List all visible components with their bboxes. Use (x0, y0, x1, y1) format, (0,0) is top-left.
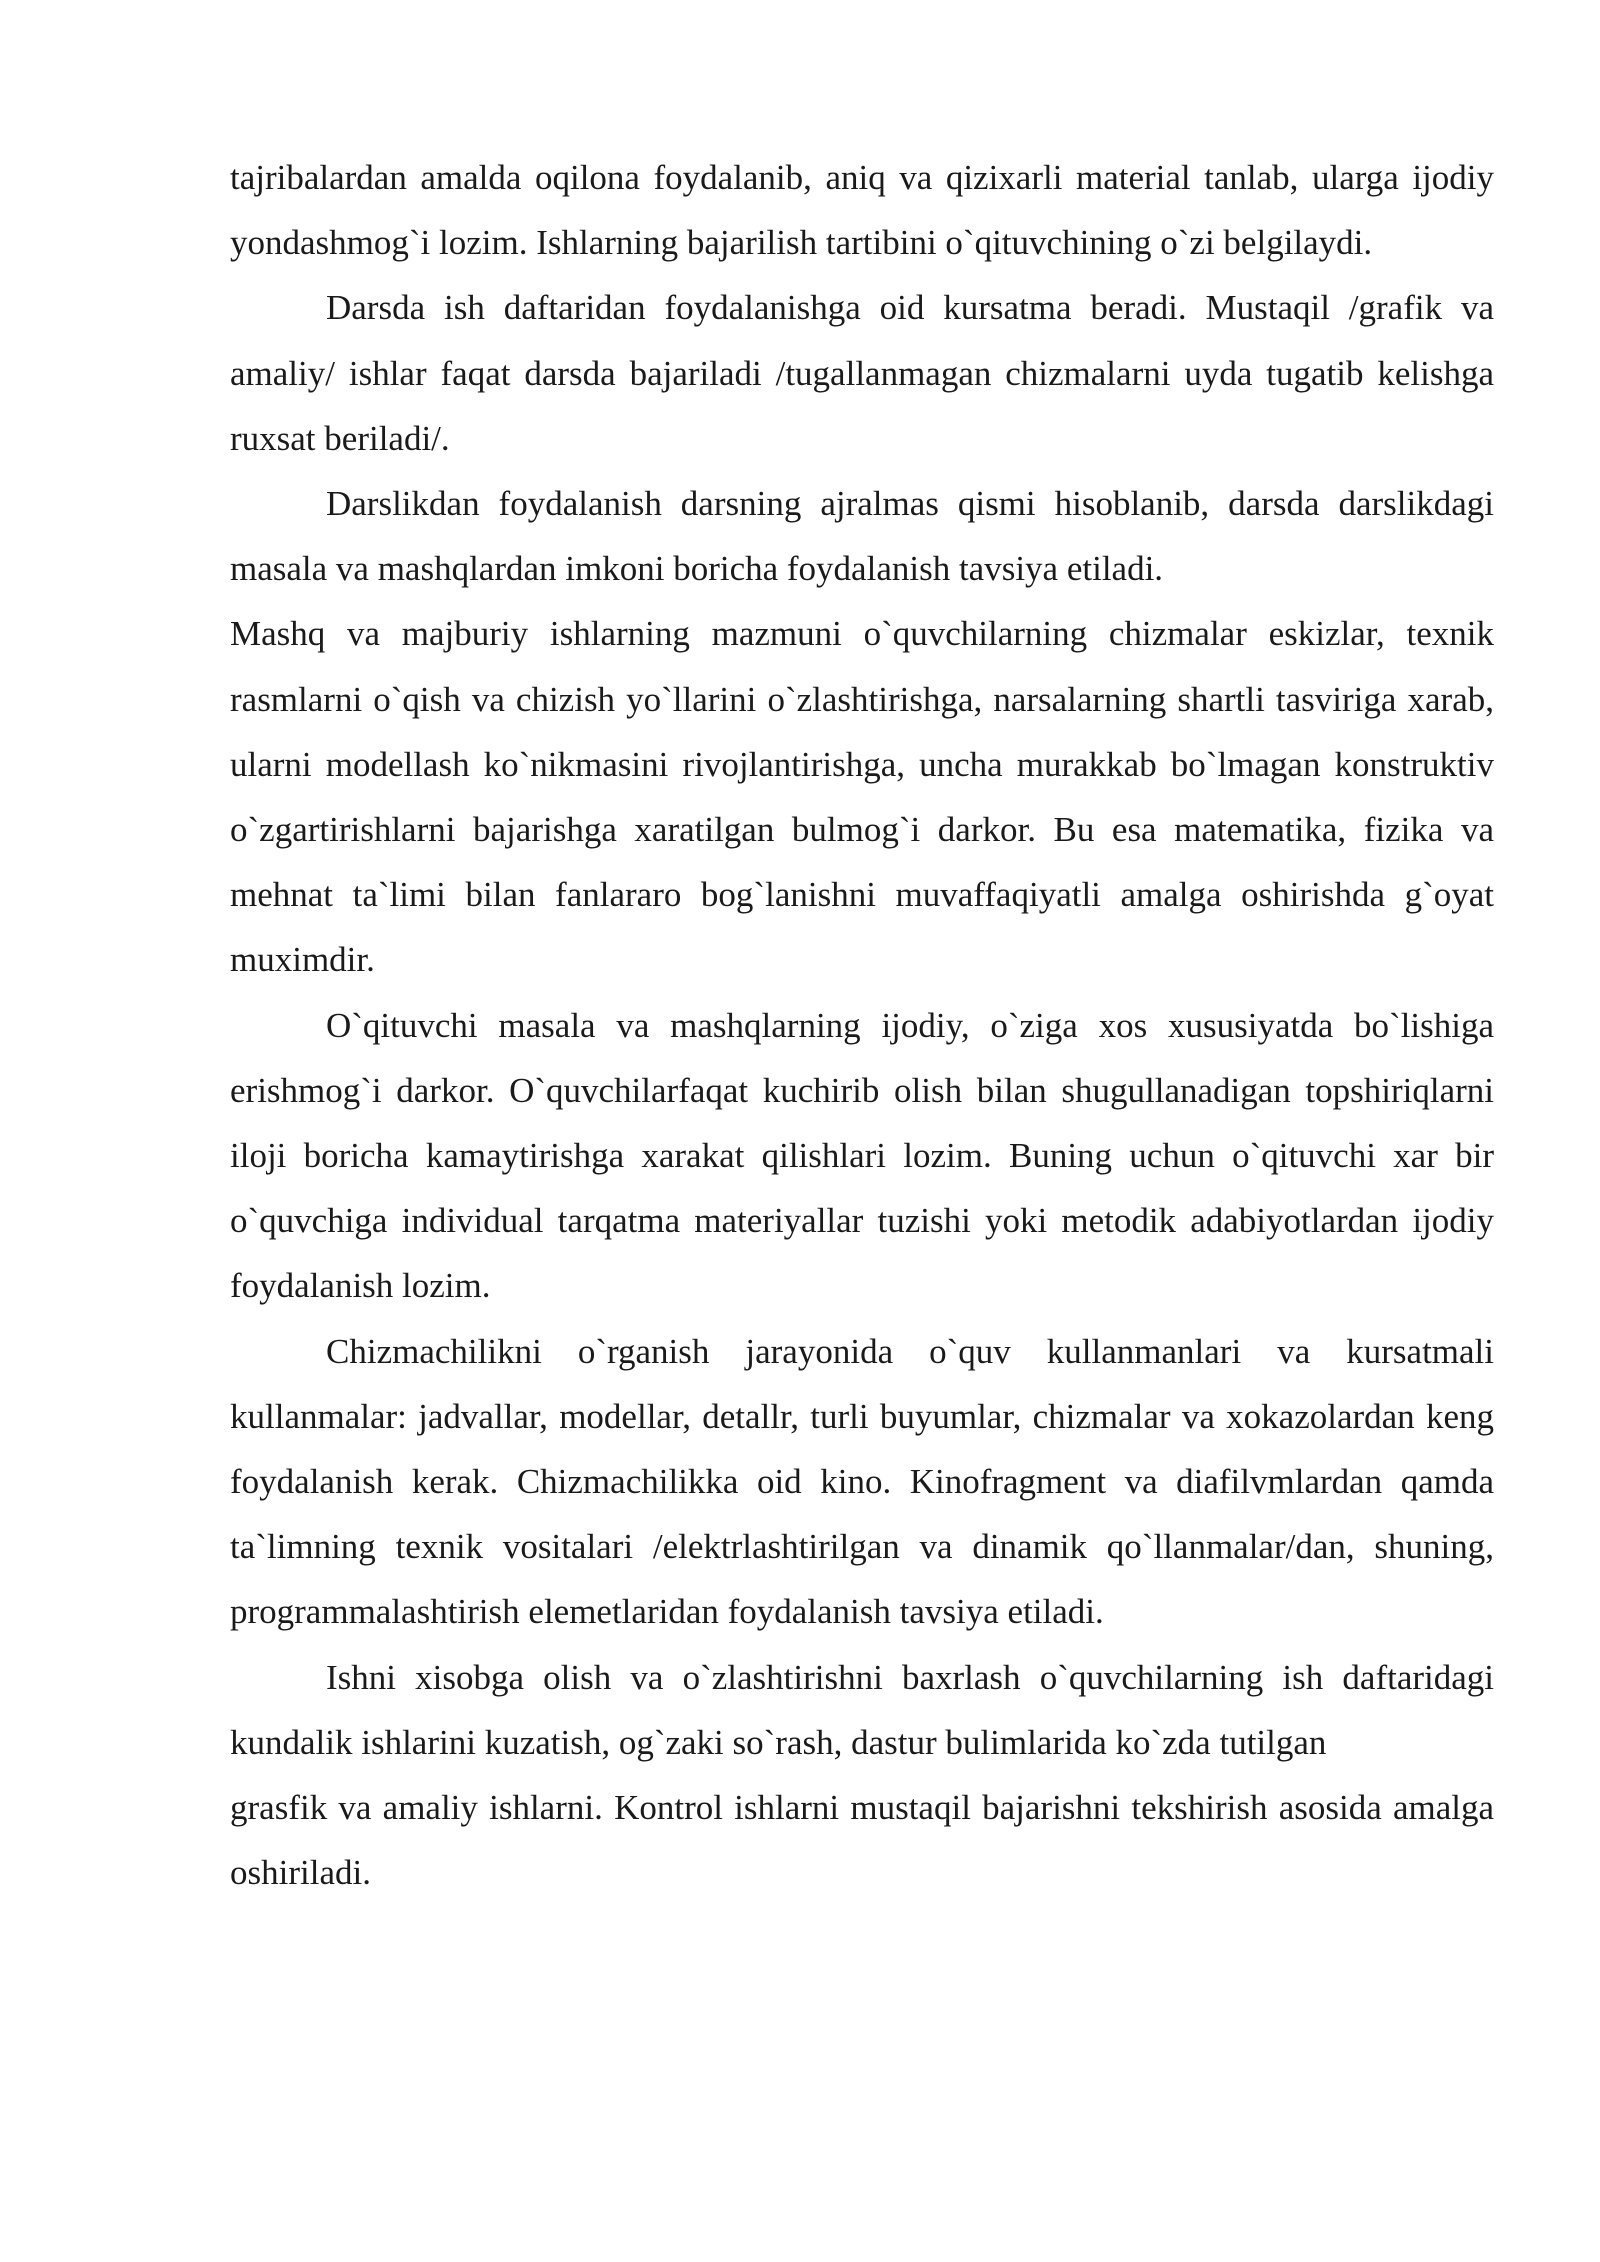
paragraph-6: Chizmachilikni o`rganish jarayonida o`quv kullanmanlari va kursatmali kullanmalar: jadvallar, modellar, detallr, turli buyumlar, chizmalar va xokazolardan keng foydalanish kerak. Chizmachilikka oid kino. Kinofragment va diafilvmlardan qamda ta`limning texnik vositalari /elektrlashtirilgan va dinamik qo`llanmalar/dan, shuning, programmalashtirish elemetlaridan foydalanish tavsiya etiladi. (230, 1331, 1494, 1632)
paragraph-5: O`qituvchi masala va mashqlarning ijodiy, o`ziga xos xususiyatda bo`lishiga erishmog`i darkor. O`quvchilarfaqat kuchirib olish bilan shugullanadigan topshiriqlarni iloji boricha kamaytirishga xarakat qilishlari lozim. Buning uchun o`qituvchi xar bir o`quvchiga individual tarqatma materiyallar tuzishi yoki metodik adabiyotlardan ijodiy foydalanish lozim. (230, 1005, 1494, 1306)
paragraph-3: Darslikdan foydalanish darsning ajralmas qismi hisoblanib, darsda darslikdagi masala va mashqlardan imkoni boricha foydalanish tavsiya etiladi. (230, 484, 1494, 589)
paragraph-2: Darsda ish daftaridan foydalanishga oid kursatma beradi. Mustaqil /grafik va amaliy/ ishlar faqat darsda bajariladi /tugallanmagan chizmalarni uyda tugatib kelishga ruxsat beriladi/. (230, 288, 1494, 458)
document-page (230, 145, 1494, 1905)
paragraph-1: tajribalardan amalda oqilona foydalanib, aniq va qizixarli material tanlab, ularga ijodiy yondashmog`i lozim. Ishlarning bajarilish tartibini o`qituvchining o`zi belgilaydi. (230, 158, 1494, 263)
paragraph-4: Mashq va majburiy ishlarning mazmuni o`quvchilarning chizmalar eskizlar, texnik rasmlarni o`qish va chizish yo`llarini o`zlashtirishga, narsalarning shartli tasviriga xarab, ularni modellash ko`nikmasini rivojlantirishga, uncha murakkab bo`lmagan konstruktiv o`zgartirishlarni bajarishga xaratilgan bulmog`i darkor. Bu esa matematika, fizika va mehnat ta`limi bilan fanlararo bog`lanishni muvaffaqiyatli amalga oshirishda g`oyat muximdir. (230, 614, 1494, 980)
paragraph-8: grasfik va amaliy ishlarni. Kontrol ishlarni mustaqil bajarishni tekshirish asosida amalga oshiriladi. (230, 1788, 1494, 1893)
paragraph-7: Ishni xisobga olish va o`zlashtirishni baxrlash o`quvchilarning ish daftaridagi kundalik ishlarini kuzatish, og`zaki so`rash, dastur bulimlarida ko`zda tutilgan (230, 1657, 1494, 1762)
